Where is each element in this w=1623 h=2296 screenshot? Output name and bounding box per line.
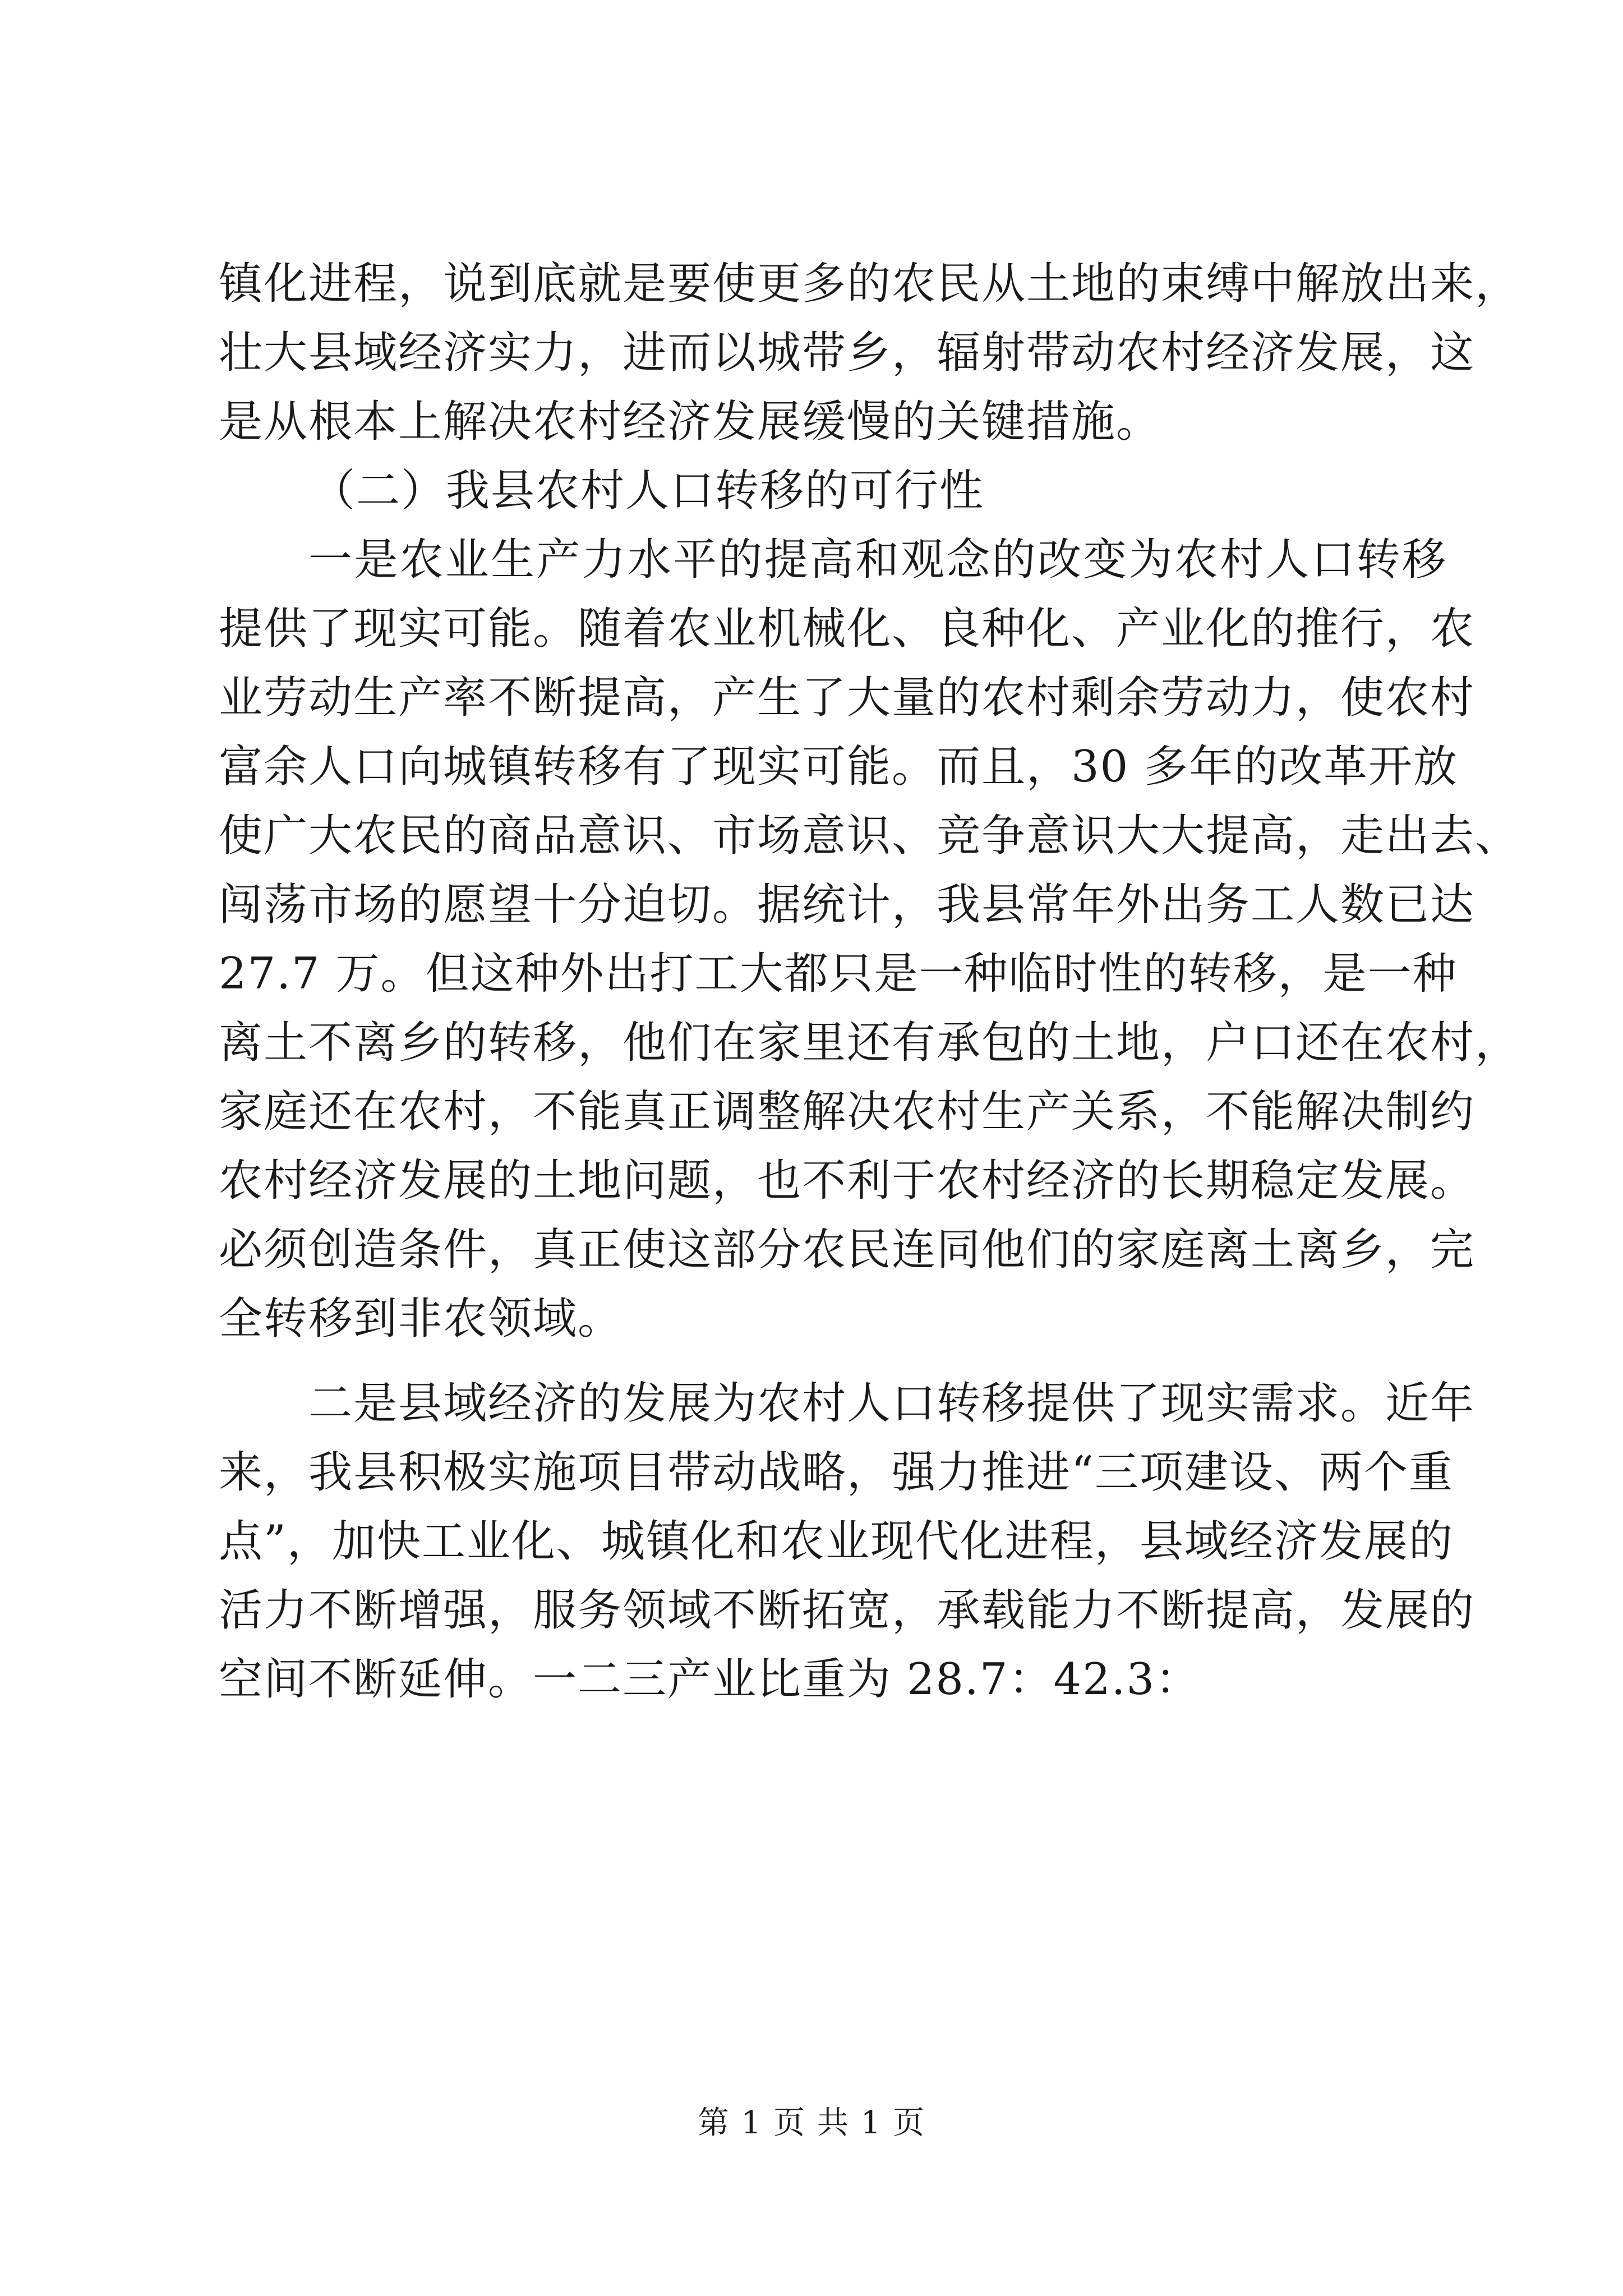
text-line: 提供了现实可能。随着农业机械化、良种化、产业化的推行，农 [219,604,1476,654]
document-body [219,250,1520,1714]
text-line: 镇化进程，说到底就是要使更多的农民从土地的束缚中解放出来， [219,259,1520,309]
text-line: 农村经济发展的土地问题，也不利于农村经济的长期稳定发展。 [219,1156,1476,1206]
text-line: 业劳动生产率不断提高，产生了大量的农村剩余劳动力，使农村 [219,673,1476,723]
text-line: 富余人口向城镇转移有了现实可能。而且，30 多年的改革开放 [219,742,1459,792]
text-line: 一是农业生产力水平的提高和观念的改变为农村人口转移 [308,535,1447,585]
text-line: 活力不断增强，服务领域不断拓宽，承载能力不断提高，发展的 [219,1585,1476,1636]
text-line: 空间不断延伸。一二三产业比重为 28.7：42.3： [219,1654,1201,1705]
text-line: 壮大县域经济实力，进而以城带乡，辐射带动农村经济发展，这 [219,328,1476,378]
section-heading: （二）我县农村人口转移的可行性 [311,466,985,516]
text-line: 全转移到非农领域。 [219,1294,623,1344]
text-line: 闯荡市场的愿望十分迫切。据统计，我县常年外出务工人数已达 [219,880,1476,930]
text-line: 离土不离乡的转移，他们在家里还有承包的土地，户口还在农村， [219,1018,1520,1068]
text-line: 二是县域经济的发展为农村人口转移提供了现实需求。近年 [308,1378,1476,1429]
text-line: 27.7 万。但这种外出打工大都只是一种临时性的转移，是一种 [219,949,1458,999]
paragraph-gap [219,1354,1447,1369]
text-line: 必须创造条件，真正使这部分农民连同他们的家庭离土离乡，完 [219,1225,1476,1275]
text-line: 家庭还在农村，不能真正调整解决农村生产关系，不能解决制约 [219,1087,1476,1137]
text-line: 来，我县积极实施项目带动战略，强力推进“三项建设、两个重 [219,1447,1454,1498]
text-line: 点”，加快工业化、城镇化和农业现代化进程，县域经济发展的 [219,1516,1454,1567]
page-footer: 第 1 页 共 1 页 [697,2105,926,2141]
text-line: 是从根本上解决农村经济发展缓慢的关键措施。 [219,397,1161,447]
text-line: 使广大农民的商品意识、市场意识、竞争意识大大提高，走出去、 [219,811,1520,861]
